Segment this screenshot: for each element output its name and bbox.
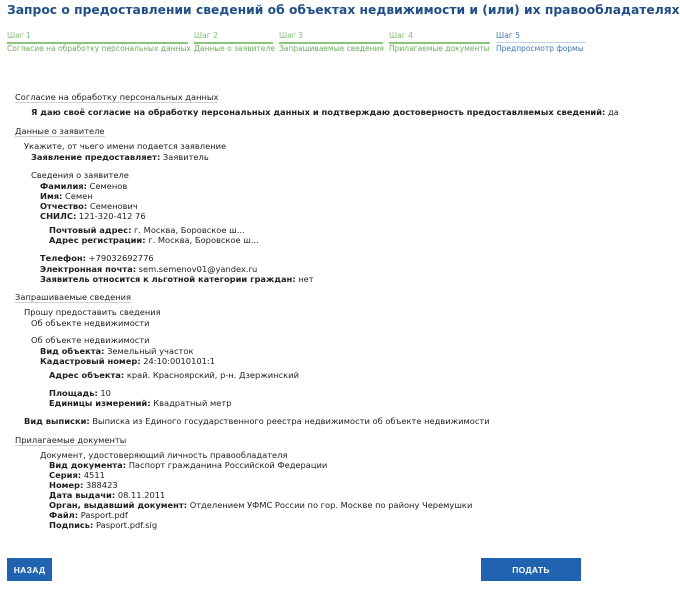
field-extract-type — [24, 416, 490, 426]
field-label: Вид выписки: — [24, 416, 90, 426]
field-value: Семенович — [89, 201, 138, 211]
field-value: да — [608, 107, 619, 117]
field-value: 08.11.2011 — [117, 490, 166, 500]
field-issuing-authority — [49, 500, 472, 510]
step-number: Шаг 4 — [389, 31, 414, 40]
field-label: Отчество: — [40, 201, 88, 211]
field-label: Дата выдачи: — [49, 490, 116, 500]
field-label: Файл: — [49, 510, 79, 520]
step-number: Шаг 2 — [194, 31, 219, 40]
field-label: Заявитель относится к льготной категории граждан: — [40, 274, 296, 284]
field-value: sem.semenov01@yandex.ru — [138, 264, 258, 274]
field-units — [49, 398, 231, 408]
page-title: Запрос о предоставлении сведений об объектах недвижимости и (или) их правообладателях — [7, 3, 680, 17]
field-label: Адрес регистрации: — [49, 235, 146, 245]
field-value: Отделением УФМС России по гор. Москве по району Черемушки — [189, 500, 473, 510]
wizard-steps — [7, 31, 592, 59]
field-label: Заявление предоставляет: — [31, 152, 161, 162]
field-label: Кадастровый номер: — [40, 356, 141, 366]
field-cadastral-number — [40, 356, 215, 366]
field-document-type — [49, 460, 327, 470]
subsection-header: Сведения о заявителе — [31, 170, 129, 180]
subsection-header: Укажите, от чьего имени подается заявление — [24, 141, 227, 151]
subsection-header: Прошу предоставить сведения — [24, 307, 161, 317]
field-label: Площадь: — [49, 388, 98, 398]
step-progress-bar — [496, 42, 586, 43]
field-value: г. Москва, Боровское ш... — [134, 225, 245, 235]
field-signature — [49, 520, 157, 530]
field-label: Телефон: — [40, 253, 86, 263]
field-postal-address — [49, 225, 245, 235]
field-patronymic — [40, 201, 138, 211]
field-value: 10 — [100, 388, 111, 398]
consent-row — [31, 107, 619, 117]
field-object-address — [49, 370, 299, 380]
field-label: Адрес объекта: — [49, 370, 125, 380]
field-label: Фамилия: — [40, 181, 87, 191]
field-name — [40, 191, 93, 201]
field-label: Почтовый адрес: — [49, 225, 132, 235]
field-snils — [40, 211, 146, 221]
subsection-header: Об объекте недвижимости — [31, 335, 150, 345]
field-value: +79032692776 — [88, 253, 154, 263]
section-header-applicant: Данные о заявителе — [15, 126, 105, 136]
field-label: Единицы измерений: — [49, 398, 151, 408]
field-value: Квадратный метр — [153, 398, 232, 408]
step-name: Предпросмотр формы — [496, 44, 584, 53]
field-value: 4511 — [83, 470, 105, 480]
step-2[interactable] — [194, 31, 279, 59]
field-value: Об объекте недвижимости — [31, 318, 150, 328]
field-number — [49, 480, 118, 490]
field-value: Pasport.pdf — [80, 510, 128, 520]
field-label: Номер: — [49, 480, 84, 490]
back-button[interactable]: НАЗАД — [7, 558, 52, 581]
step-number: Шаг 3 — [279, 31, 304, 40]
field-label: Вид документа: — [49, 460, 127, 470]
section-header-requested: Запрашиваемые сведения — [15, 292, 131, 302]
step-3[interactable] — [279, 31, 389, 59]
field-value: 121-320-412 76 — [78, 211, 146, 221]
step-name: Данные о заявителе — [194, 44, 275, 53]
step-number: Шаг 5 — [496, 31, 521, 40]
field-label: Электронная почта: — [40, 264, 137, 274]
field-value: Pasport.pdf.sig — [96, 520, 158, 530]
step-1[interactable] — [7, 31, 194, 59]
field-surname — [40, 181, 127, 191]
field-value: Семен — [65, 191, 93, 201]
field-email — [40, 264, 257, 274]
step-5[interactable] — [496, 31, 592, 59]
step-name: Прилагаемые документы — [389, 44, 490, 53]
field-label: Имя: — [40, 191, 63, 201]
field-value: г. Москва, Боровское ш... — [148, 235, 259, 245]
field-series — [49, 470, 105, 480]
field-submitter — [31, 152, 209, 162]
field-label: СНИЛС: — [40, 211, 77, 221]
step-name: Запрашиваемые сведения — [279, 44, 384, 53]
field-issue-date — [49, 490, 165, 500]
field-label: Орган, выдавший документ: — [49, 500, 188, 510]
field-value: Семенов — [89, 181, 128, 191]
subsection-header: Документ, удостоверяющий личность правообладателя — [40, 450, 288, 460]
field-value: Земельный участок — [107, 346, 194, 356]
field-label: Я даю своё согласие на обработку персональных данных и подтверждаю достоверность предоставляемых сведений: — [31, 107, 606, 117]
field-value: Выписка из Единого государственного реестра недвижимости об объекте недвижимости — [92, 416, 490, 426]
field-value: 388423 — [85, 480, 118, 490]
field-label: Подпись: — [49, 520, 94, 530]
section-header-attached: Прилагаемые документы — [15, 435, 127, 445]
step-number: Шаг 1 — [7, 31, 32, 40]
submit-application-button[interactable]: ПОДАТЬ ЗАЯВЛЕНИЕ — [481, 558, 581, 581]
step-name: Согласие на обработку персональных данных — [7, 44, 191, 53]
field-value: Заявитель — [162, 152, 209, 162]
field-area — [49, 388, 111, 398]
field-phone — [40, 253, 154, 263]
field-file — [49, 510, 128, 520]
field-value: нет — [298, 274, 314, 284]
field-registration-address — [49, 235, 259, 245]
field-benefit-category — [40, 274, 314, 284]
section-header-consent: Согласие на обработку персональных данных — [15, 92, 219, 102]
field-value: 24:10:0010101:1 — [143, 356, 215, 366]
field-value: Паспорт гражданина Российской Федерации — [128, 460, 328, 470]
field-object-type — [40, 346, 193, 356]
field-value: край. Красноярский, р-н. Дзержинский — [126, 370, 299, 380]
field-label: Вид объекта: — [40, 346, 105, 356]
field-label: Серия: — [49, 470, 82, 480]
step-4[interactable] — [389, 31, 496, 59]
